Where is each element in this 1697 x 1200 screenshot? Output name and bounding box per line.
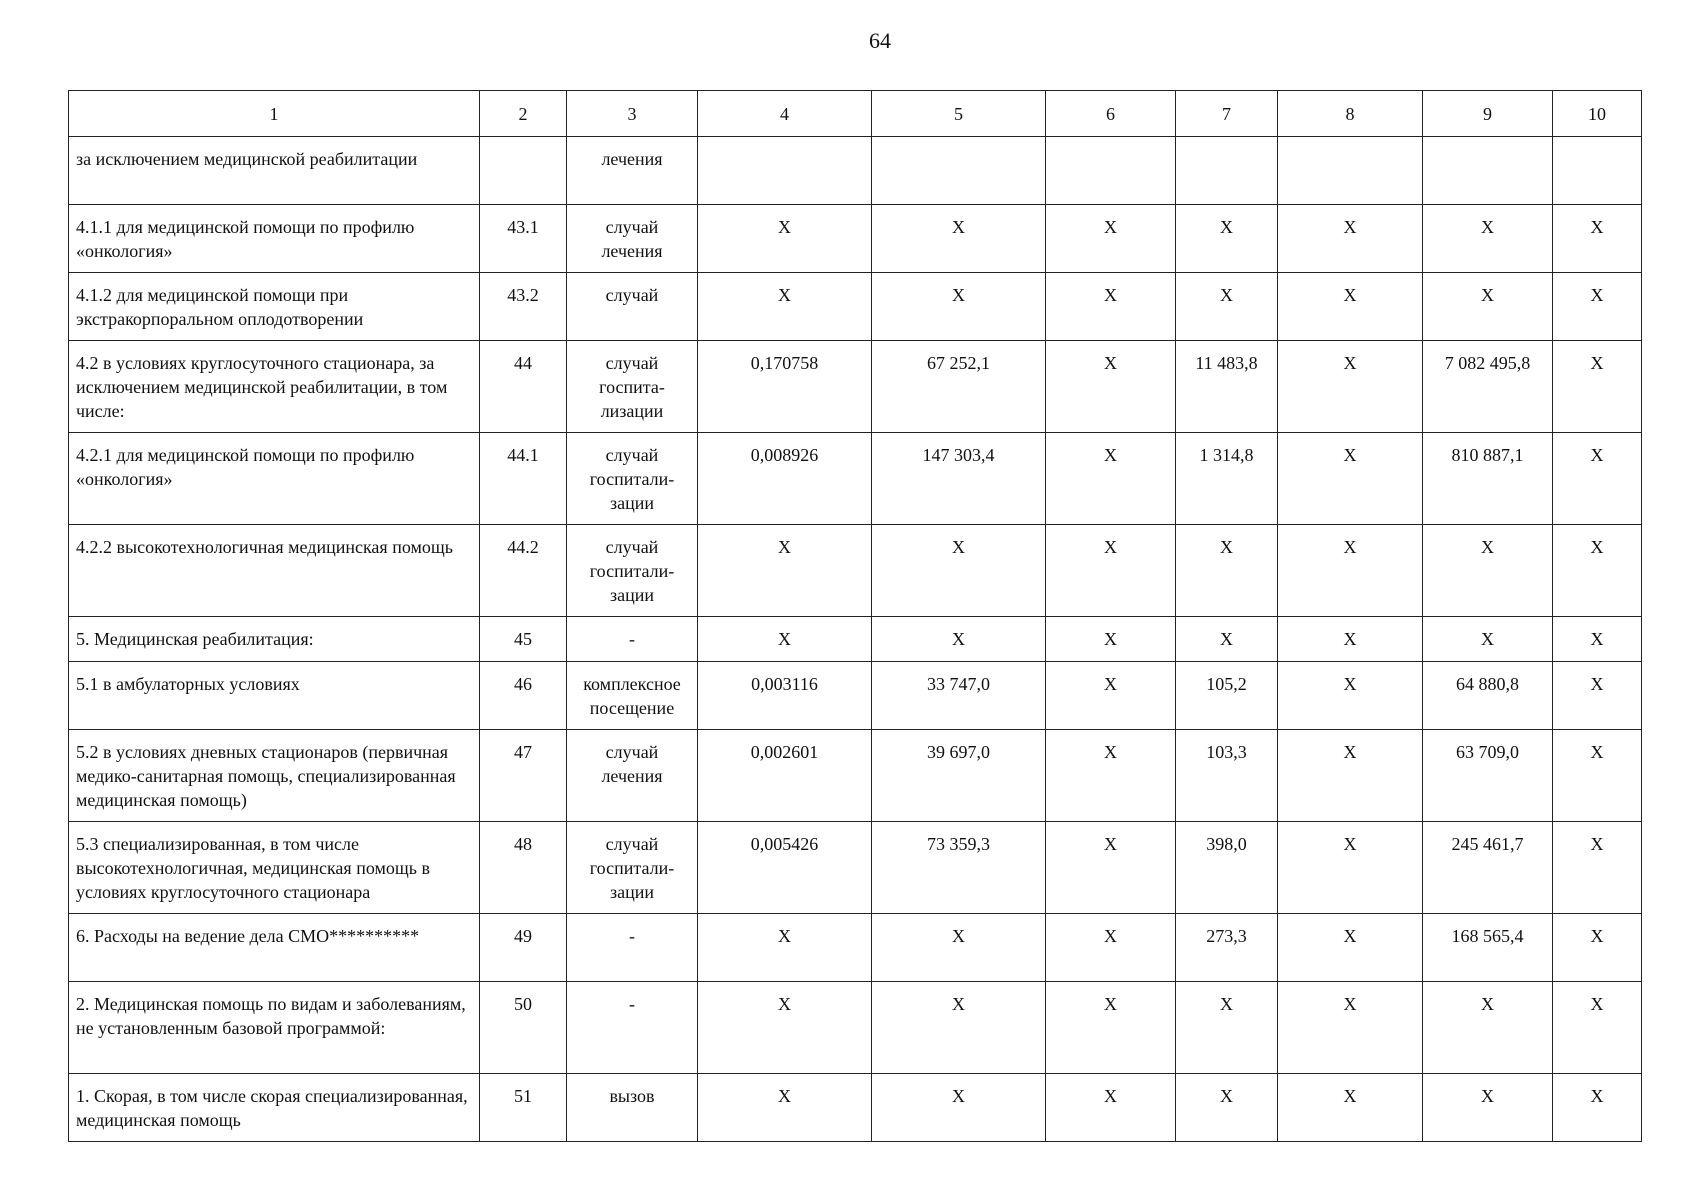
column-header: 3 [567,91,698,137]
table-cell: 50 [480,982,567,1074]
table-cell: X [872,205,1046,273]
column-header: 7 [1176,91,1278,137]
table-cell: X [1553,433,1642,525]
table-cell: 4.2.1 для медицинской помощи по профилю «онкология» [69,433,480,525]
table-cell: 1. Скорая, в том числе скорая специализированная, медицинская помощь [69,1074,480,1142]
table-cell: X [872,914,1046,982]
table-row [69,1074,1642,1142]
table-row [69,525,1642,617]
table-cell: 1 314,8 [1176,433,1278,525]
column-header: 9 [1423,91,1553,137]
table-cell: X [1278,525,1423,617]
table-row [69,662,1642,730]
table-cell: X [1553,273,1642,341]
table-cell: 0,002601 [698,730,872,822]
table-row [69,982,1642,1074]
table-cell: X [872,273,1046,341]
table-cell: 5.1 в амбулаторных условиях [69,662,480,730]
table-cell: 0,005426 [698,822,872,914]
table-cell: - [567,914,698,982]
table-cell: 5. Медицинская реабилитация: [69,617,480,662]
table-cell: 49 [480,914,567,982]
table-cell [1423,137,1553,205]
table-cell: X [1553,205,1642,273]
table-cell: 43.1 [480,205,567,273]
table-cell: 4.2 в условиях круглосуточного стационара, за исключением медицинской реабилитации, в том числе: [69,341,480,433]
table-row [69,730,1642,822]
table-cell: X [1046,525,1176,617]
table-cell: X [1278,1074,1423,1142]
table-row [69,137,1642,205]
table-cell: комплексное посещение [567,662,698,730]
data-table [68,90,1642,1142]
table-cell: X [1278,433,1423,525]
table-cell: X [698,982,872,1074]
table-cell: 64 880,8 [1423,662,1553,730]
column-header: 10 [1553,91,1642,137]
table-cell: случай госпитали-зации [567,822,698,914]
table-cell: X [698,617,872,662]
table-cell: X [1046,1074,1176,1142]
table-cell: 44.2 [480,525,567,617]
table-cell: X [1553,341,1642,433]
table-cell: 43.2 [480,273,567,341]
table-cell: 105,2 [1176,662,1278,730]
table-cell: X [1176,617,1278,662]
table-cell: 2. Медицинская помощь по видам и заболеваниям, не установленным базовой программой: [69,982,480,1074]
table-cell: 0,008926 [698,433,872,525]
table-cell: X [1176,205,1278,273]
table-cell: X [1176,1074,1278,1142]
table-cell: X [698,273,872,341]
table-cell: 168 565,4 [1423,914,1553,982]
table-cell [1046,137,1176,205]
table-cell: X [1046,617,1176,662]
table-cell: случай госпитали-зации [567,525,698,617]
table-cell: лечения [567,137,698,205]
table-cell: X [1278,341,1423,433]
table-cell: X [1278,273,1423,341]
table-cell: 44.1 [480,433,567,525]
table-row [69,341,1642,433]
table-cell: X [1278,730,1423,822]
table-cell: X [1046,982,1176,1074]
table-cell: X [1176,273,1278,341]
table-cell: 67 252,1 [872,341,1046,433]
table-row [69,205,1642,273]
table-cell: 0,003116 [698,662,872,730]
table-cell: X [698,1074,872,1142]
table-cell: X [1278,822,1423,914]
table-cell [1278,137,1423,205]
table-cell: X [872,1074,1046,1142]
table-cell: - [567,982,698,1074]
table-cell: 33 747,0 [872,662,1046,730]
table-cell [872,137,1046,205]
table-cell: X [1553,982,1642,1074]
table-cell: X [1046,341,1176,433]
table-cell: 7 082 495,8 [1423,341,1553,433]
table-cell: случай госпита-лизации [567,341,698,433]
table-cell: 63 709,0 [1423,730,1553,822]
column-header: 2 [480,91,567,137]
table-cell: X [698,914,872,982]
table-cell: X [698,525,872,617]
table-cell: X [1046,273,1176,341]
table-cell: X [1423,525,1553,617]
table-cell: X [1423,1074,1553,1142]
table-cell: X [1046,433,1176,525]
column-header: 5 [872,91,1046,137]
table-cell: 810 887,1 [1423,433,1553,525]
table-cell: 273,3 [1176,914,1278,982]
table-cell: вызов [567,1074,698,1142]
table-cell: X [1553,617,1642,662]
table-cell: X [1046,914,1176,982]
column-header: 4 [698,91,872,137]
table-cell: X [1046,730,1176,822]
table-cell: за исключением медицинской реабилитации [69,137,480,205]
table-cell: случай [567,273,698,341]
table-cell: X [1553,525,1642,617]
table-cell: 46 [480,662,567,730]
table-cell: случай госпитали-зации [567,433,698,525]
table-cell: X [1176,525,1278,617]
table-cell [1176,137,1278,205]
table-cell: 4.1.1 для медицинской помощи по профилю «онкология» [69,205,480,273]
table-cell: 44 [480,341,567,433]
page-number: 64 [869,28,891,53]
table-cell [480,137,567,205]
table-cell: случай лечения [567,205,698,273]
table-cell [698,137,872,205]
table-cell: X [698,205,872,273]
table-cell: 245 461,7 [1423,822,1553,914]
table-body [69,91,1642,1142]
table-cell: X [1423,205,1553,273]
table-cell: X [1553,730,1642,822]
table-cell: 4.2.2 высокотехнологичная медицинская помощь [69,525,480,617]
table-cell: X [1278,982,1423,1074]
table-cell: X [1553,822,1642,914]
table-cell: X [1423,273,1553,341]
table-cell: X [872,617,1046,662]
table-cell: 4.1.2 для медицинской помощи при экстракорпоральном оплодотворении [69,273,480,341]
table-row [69,914,1642,982]
table-cell: X [1046,822,1176,914]
column-header-row [69,91,1642,137]
table-cell: 5.3 специализированная, в том числе высокотехнологичная, медицинская помощь в условиях круглосуточного стационара [69,822,480,914]
table-row [69,433,1642,525]
column-header: 1 [69,91,480,137]
table-cell: X [1553,1074,1642,1142]
table-cell: X [1046,662,1176,730]
table-cell: 47 [480,730,567,822]
table-cell: X [872,982,1046,1074]
table-cell: X [1278,662,1423,730]
table-cell: X [1278,617,1423,662]
table-cell: X [872,525,1046,617]
table-cell: X [1176,982,1278,1074]
table-row [69,617,1642,662]
table-cell: 11 483,8 [1176,341,1278,433]
table-row [69,822,1642,914]
table-cell: случай лечения [567,730,698,822]
column-header: 6 [1046,91,1176,137]
table-cell [1553,137,1642,205]
table-cell: X [1553,662,1642,730]
table-cell: 5.2 в условиях дневных стационаров (первичная медико-санитарная помощь, специализированная медицинская помощь) [69,730,480,822]
table-cell: 0,170758 [698,341,872,433]
table-cell: 103,3 [1176,730,1278,822]
table-cell: 6. Расходы на ведение дела СМО********** [69,914,480,982]
table-cell: 48 [480,822,567,914]
table-cell: X [1423,617,1553,662]
column-header: 8 [1278,91,1423,137]
table-cell: - [567,617,698,662]
table-cell: X [1553,914,1642,982]
table-row [69,273,1642,341]
table-cell: X [1278,914,1423,982]
table-cell: 73 359,3 [872,822,1046,914]
table-cell: 147 303,4 [872,433,1046,525]
table-cell: X [1423,982,1553,1074]
table-cell: 45 [480,617,567,662]
table-cell: 39 697,0 [872,730,1046,822]
table-cell: 51 [480,1074,567,1142]
table-cell: X [1278,205,1423,273]
table-cell: 398,0 [1176,822,1278,914]
table-cell: X [1046,205,1176,273]
